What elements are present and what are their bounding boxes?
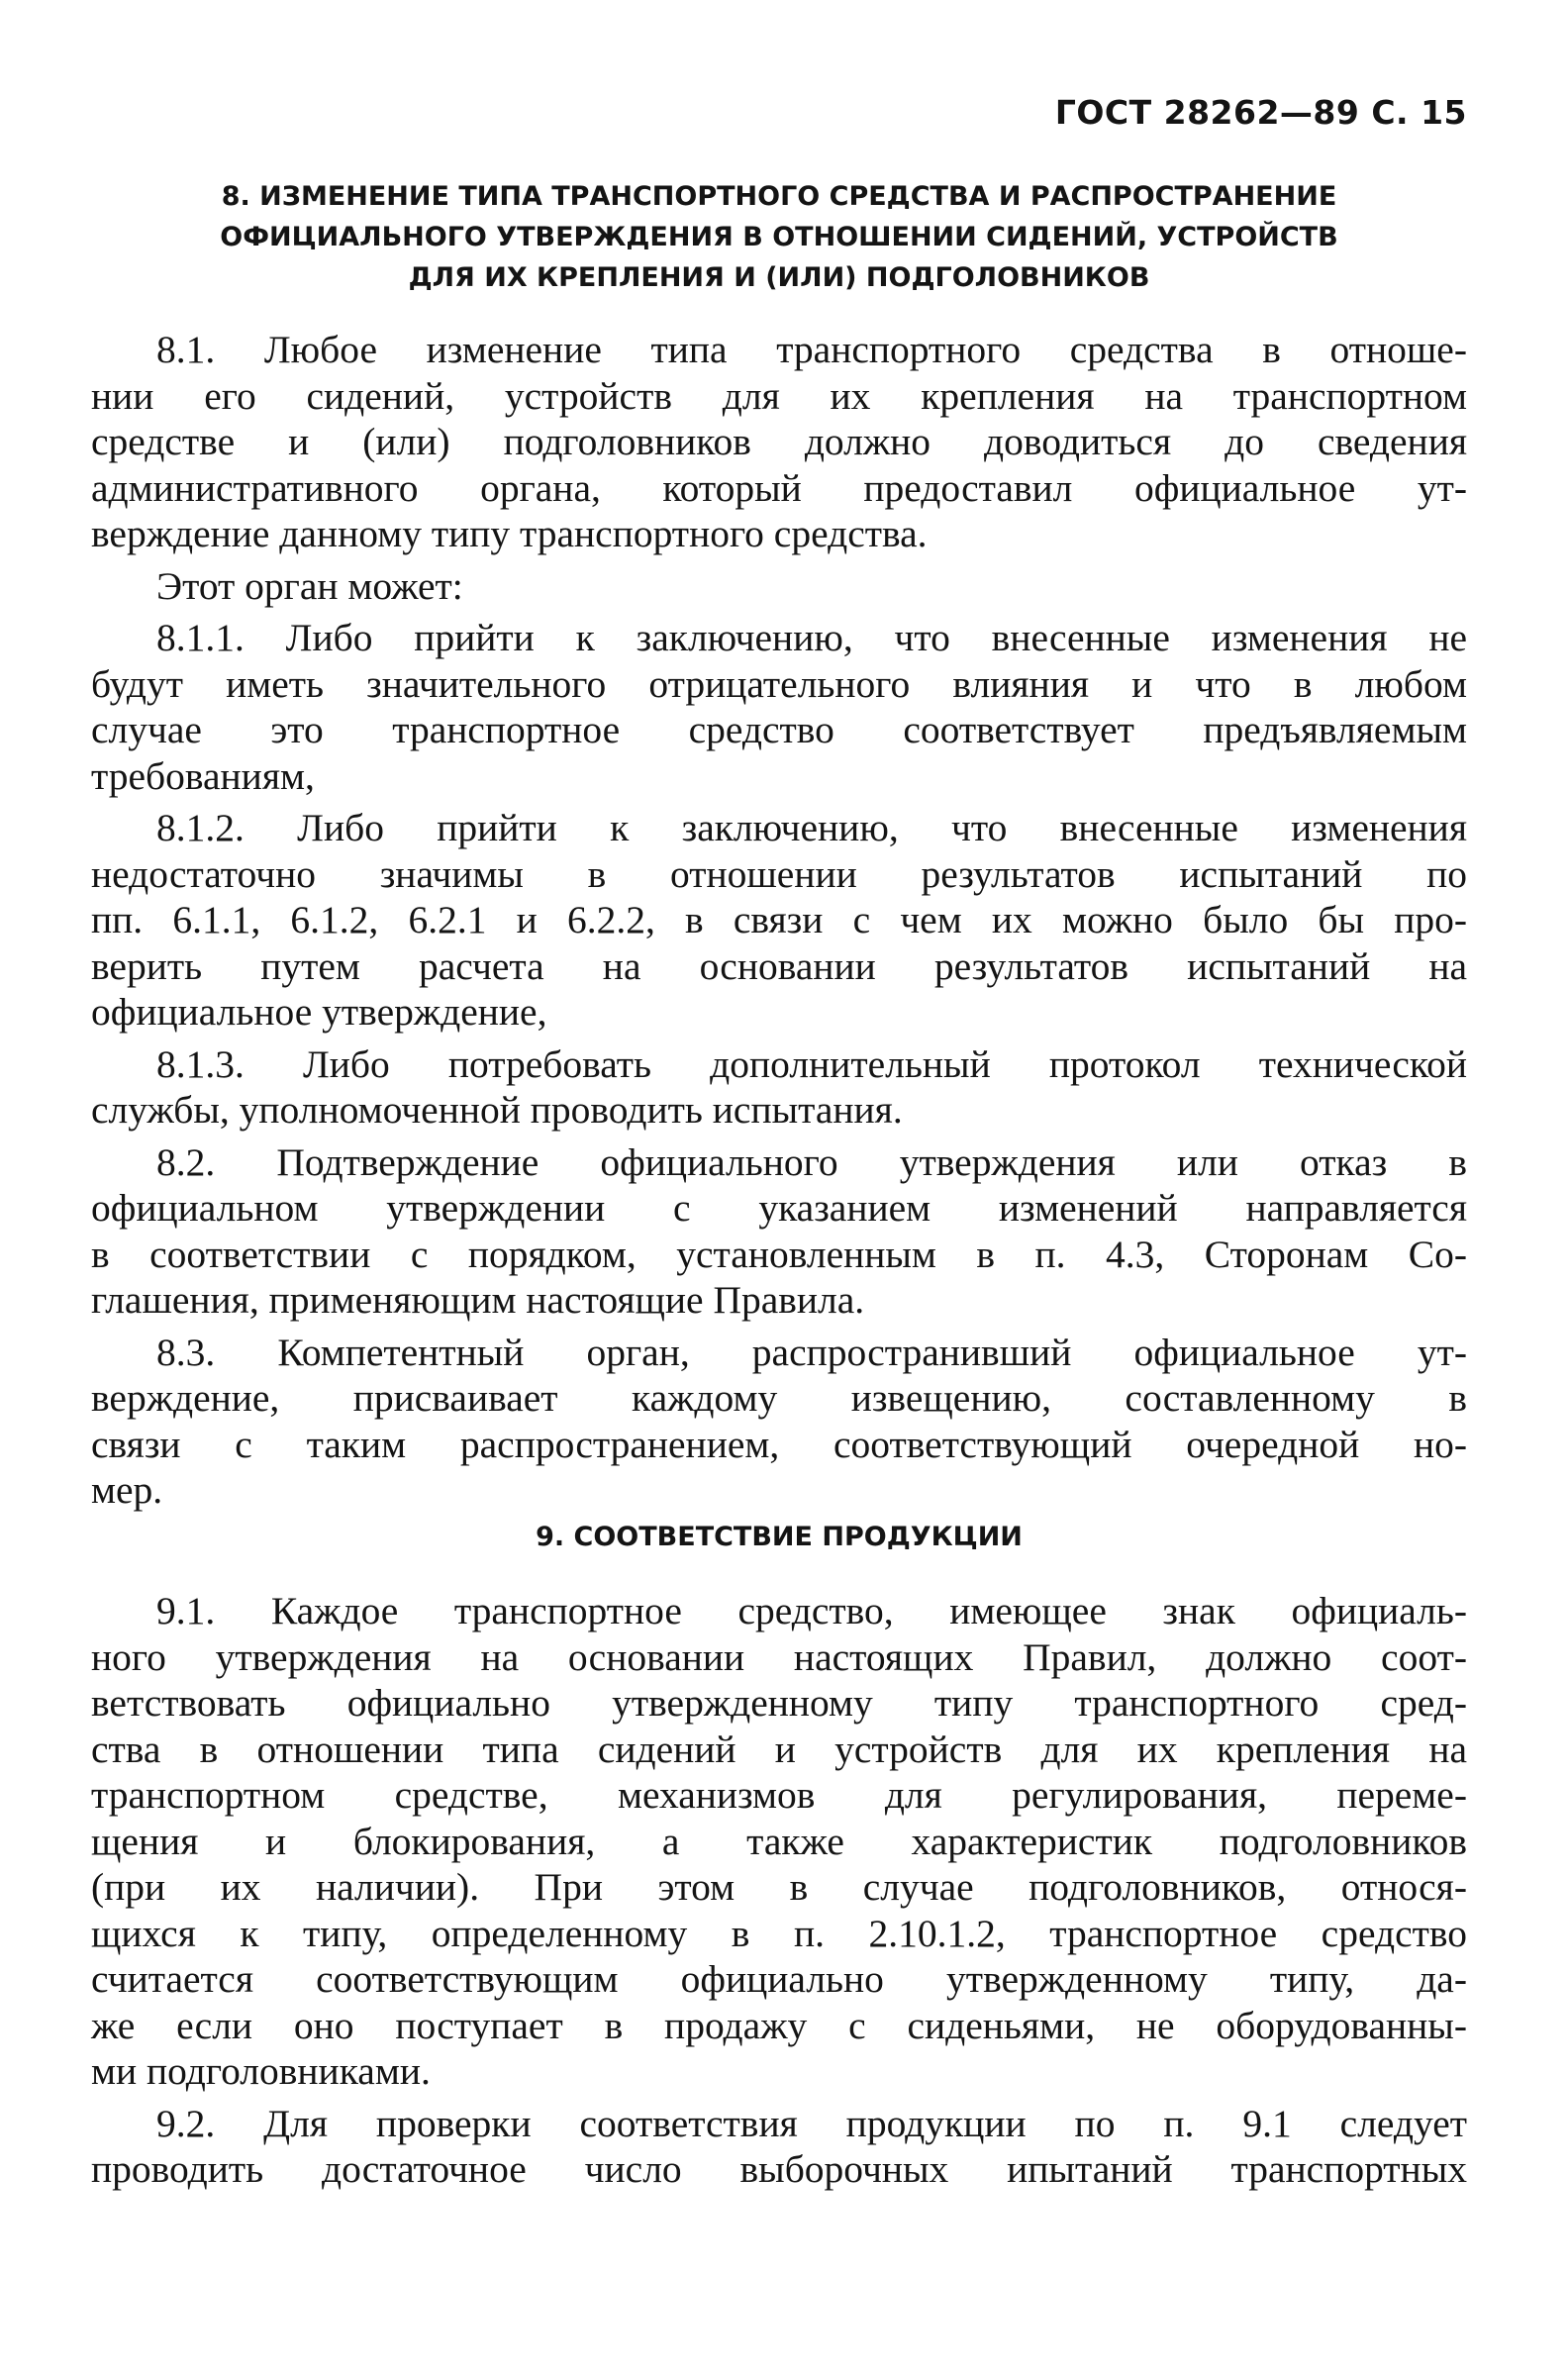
text-line: Этот орган может: [156,563,463,608]
text-line: 9.2. Для проверки соответствия продукции по п. 9.1 следует [156,2101,1467,2145]
text-line: 8.1.1. Либо прийти к заключению, что внесенные изменения не [156,616,1467,659]
paragraph-9-2 [91,2101,1467,2193]
text-line: мер. [91,1468,163,1512]
text-line: ветствовать официально утвержденному типу транспортного сред- [91,1681,1467,1725]
text-line: будут иметь значительного отрицательного влияния и что в любом [91,661,1467,706]
text-line: считается соответствующим официально утвержденному типу, да- [91,1957,1467,2001]
text-line: щения и блокирования, а также характеристик подголовников [91,1819,1467,1863]
text-line: недостаточно значимы в отношении результатов испытаний по [91,851,1467,896]
text-line: в соответствии с порядком, установленным в п. 4.3, Сторонам Со- [91,1232,1467,1276]
text-line: верить путем расчета на основании результатов испытаний на [91,943,1467,988]
text-line: щихся к типу, определенному в п. 2.10.1.2, транспортное средство [91,1911,1467,1955]
heading-line: 9. СООТВЕТСТВИЕ ПРОДУКЦИИ [536,1522,1023,1552]
running-header: ГОСТ 28262—89 С. 15 [1054,93,1467,132]
text-line: связи с таким распространением, соответствующий очередной но- [91,1422,1467,1466]
paragraph-8-1-intro [91,563,1467,610]
text-line: (при их наличии). При этом в случае подголовников, относя- [91,1865,1467,1909]
text-line: ного утверждения на основании настоящих Правил, должно соот- [91,1634,1467,1679]
paragraph-8-2 [91,1139,1467,1324]
text-line: требованиям, [91,753,315,798]
section-8-body [91,327,1467,1520]
text-line: пп. 6.1.1, 6.1.2, 6.2.1 и 6.2.2, в связи с чем их можно было бы про- [91,898,1467,941]
section-9-heading [91,1517,1467,1557]
heading-line: 8. ИЗМЕНЕНИЕ ТИПА ТРАНСПОРТНОГО СРЕДСТВА И РАСПРОСТРАНЕНИЕ [221,181,1337,212]
text-line: нии его сидений, устройств для их крепления на транспортном [91,373,1467,418]
text-line: службы, уполномоченной проводить испытания. [91,1088,903,1132]
paragraph-8-1-3 [91,1041,1467,1134]
heading-line: ОФИЦИАЛЬНОГО УТВЕРЖДЕНИЯ В ОТНОШЕНИИ СИДЕНИЙ, УСТРОЙСТВ [220,222,1338,252]
text-line: 8.3. Компетентный орган, распространивший официальное ут- [156,1330,1467,1374]
text-line: средстве и (или) подголовников должно доводиться до сведения [91,420,1467,463]
heading-line: ДЛЯ ИХ КРЕПЛЕНИЯ И (ИЛИ) ПОДГОЛОВНИКОВ [408,262,1150,293]
paragraph-8-1-1 [91,615,1467,799]
text-line: 8.1.2. Либо прийти к заключению, что внесенные изменения [156,806,1467,849]
paragraph-8-3 [91,1330,1467,1514]
text-line: транспортном средстве, механизмов для регулирования, переме- [91,1773,1467,1817]
text-line: случае это транспортное средство соответствует предъявляемым [91,708,1467,751]
text-line: 8.2. Подтверждение официального утверждения или отказ в [156,1139,1467,1184]
text-line: ми подголовниками. [91,2049,431,2093]
text-line: 8.1.3. Либо потребовать дополнительный протокол технической [156,1041,1467,1086]
paragraph-9-1 [91,1588,1467,2095]
section-9-body [91,1588,1467,2199]
text-line: 9.1. Каждое транспортное средство, имеющее знак официаль- [156,1589,1467,1632]
text-line: официальном утверждении с указанием изменений направляется [91,1186,1467,1230]
text-line: 8.1. Любое изменение типа транспортного средства в отноше- [156,328,1467,371]
paragraph-8-1 [91,327,1467,557]
text-line: административного органа, который предоставил официальное ут- [91,465,1467,510]
text-line: проводить достаточное число выборочных ипытаний транспортных [91,2147,1467,2191]
text-line: официальное утверждение, [91,990,547,1034]
section-8-heading [91,176,1467,298]
text-line: верждение данному типу транспортного средства. [91,512,928,555]
text-line: же если оно поступает в продажу с сиденьями, не оборудованны- [91,2003,1467,2047]
text-line: глашения, применяющим настоящие Правила. [91,1278,865,1322]
text-line: верждение, присваивает каждому извещению, составленному в [91,1376,1467,1420]
text-line: ства в отношении типа сидений и устройств для их крепления на [91,1727,1467,1771]
paragraph-8-1-2 [91,805,1467,1036]
